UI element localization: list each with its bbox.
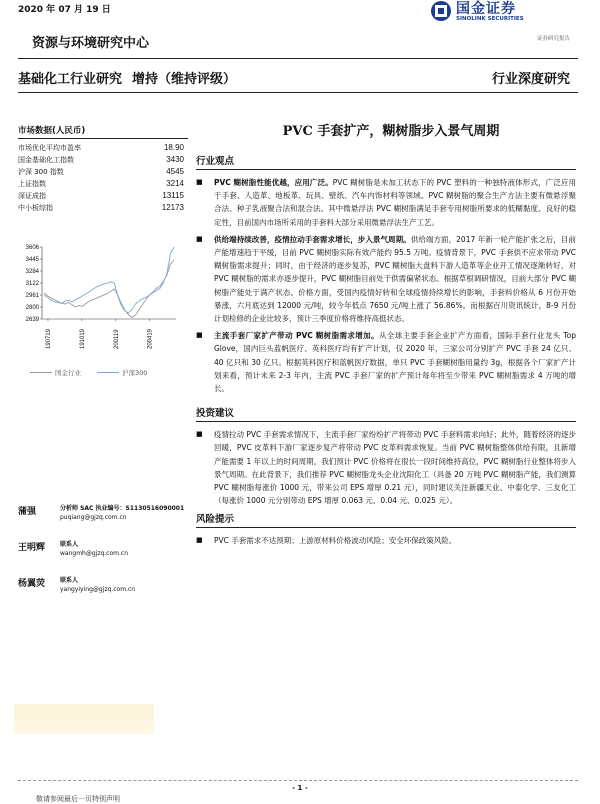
market-label: 沪深 300 指数 — [18, 168, 64, 176]
analyst-entry — [18, 504, 193, 522]
bullet-square-icon: ■ — [196, 234, 203, 243]
market-label: 上证指数 — [18, 180, 46, 188]
bullet-text: PVC 糊树脂是未加工状态下的 PVC 塑料的一种独特液体形式，广泛应用于手套、人造革、地板革、玩具、壁纸、汽车内饰材料等领域。PVC 糊树脂的聚合生产方法主要有微悬浮聚合法、种子乳液聚合法和混合法。其中微悬浮法 PVC 糊树脂满足手套专用树脂所要求的低糊黏度、良好的稳定性，目前国内市场所采用的手套料大部分采用微悬浮法生产工艺。 — [214, 178, 577, 227]
logo-mark-icon — [430, 0, 452, 22]
bullet-square-icon: ■ — [196, 430, 203, 439]
market-label: 中小板综指 — [18, 204, 53, 212]
decorative-band — [14, 720, 154, 734]
market-row — [18, 202, 188, 214]
bullet-square-icon: ■ — [196, 178, 203, 186]
market-data-title: 市场数据(人民币) — [18, 124, 188, 139]
market-value: 4545 — [166, 167, 184, 176]
analyst-role: 联系人 — [60, 541, 79, 548]
analyst-email[interactable]: wangmh@gjzq.com.cn — [60, 550, 129, 557]
bullet-lead: 主流手套厂家扩产带动 PVC 糊树脂需求增加。 — [214, 331, 379, 341]
market-row — [18, 166, 188, 178]
section-heading: 投资建议 — [196, 405, 576, 422]
chart-legend — [30, 368, 147, 377]
research-center: 资源与环境研究中心 — [32, 36, 150, 51]
report-type: 行业深度研究 — [491, 72, 570, 87]
analyst-name: 蒲强 — [18, 507, 37, 517]
section-heading: 行业观点 — [196, 153, 576, 170]
y-tick-label: 3122 — [25, 281, 39, 288]
y-tick-label: 2961 — [25, 293, 39, 300]
market-data-panel — [18, 124, 188, 214]
market-value: 13115 — [162, 191, 184, 200]
legend-label: 国金行业 — [55, 369, 81, 377]
bullet-square-icon: ■ — [196, 331, 203, 340]
legend-item — [30, 368, 81, 377]
series-line-hs300 — [44, 247, 174, 313]
bullet-point — [196, 428, 576, 507]
market-label: 深证成指 — [18, 192, 46, 200]
divider — [18, 92, 578, 93]
page-number: - 1 - — [292, 784, 308, 792]
market-label: 市场优化平均市盈率 — [18, 144, 81, 152]
logo-text-en: SINOLINK SECURITIES — [456, 16, 524, 22]
bullet-point — [196, 233, 576, 325]
y-tick-label: 3606 — [25, 245, 39, 251]
analyst-entry — [18, 576, 193, 594]
x-tick-label: 191019 — [79, 328, 86, 349]
y-tick-label: 2639 — [25, 317, 39, 323]
bullet-text: PVC 手套需求不达预期；上游原材料价格波动风险；安全环保政策风险。 — [214, 536, 457, 546]
market-value: 3214 — [166, 179, 184, 188]
analyst-entry — [18, 540, 193, 558]
legend-swatch — [97, 372, 119, 373]
index-line-chart — [18, 243, 188, 383]
company-logo — [430, 0, 570, 30]
analyst-name: 王明辉 — [18, 543, 46, 553]
bullet-point — [196, 329, 576, 395]
y-tick-label: 3445 — [25, 256, 39, 263]
analyst-name: 杨翼荧 — [18, 579, 46, 589]
bullet-point — [196, 534, 576, 547]
logo-subtitle: 证券研究报告 — [536, 36, 570, 42]
analyst-role: 联系人 — [60, 577, 79, 584]
bullet-lead: 供给端持续改善，疫情拉动手套需求增长，步入景气周期。 — [214, 234, 411, 244]
bullet-text: 从全球主要手套企业扩产方面看，国际手套行业龙头 Top Glove，国内巨头蓝帆医疗、英科医疗均有扩产计划，仅 2020 年，三家公司分别扩产 PVC 手套 24 亿只、40 亿只和 30 亿只。根据英科医疗和蓝帆医疗数据，单只 PVC 手套糊树脂用量约 3g，根据各个厂家扩产计划来看，预计未来 2-3 年内，主流 PVC 手套厂家的扩产预计每年将至少带来 PVC 糊树脂需求 4 万吨的增长。 — [214, 331, 576, 394]
x-tick-label: 190719 — [46, 328, 52, 349]
legend-label: 沪深300 — [122, 369, 148, 377]
market-row — [18, 142, 188, 154]
analyst-list — [18, 504, 193, 612]
main-content — [196, 120, 576, 552]
market-row — [18, 154, 188, 166]
report-title: PVC 手套扩产，糊树脂步入景气周期 — [282, 124, 500, 139]
legend-item — [97, 368, 147, 377]
industry-name: 基础化工行业研究 — [18, 72, 123, 87]
analyst-email[interactable]: puqiang@gjzq.com.cn — [60, 514, 127, 521]
market-label: 国金基础化工指数 — [18, 156, 74, 164]
y-tick-label: 3284 — [25, 268, 39, 275]
analyst-email[interactable]: yangyiying@gjzq.com.cn — [60, 586, 136, 593]
x-tick-label: 200419 — [147, 328, 154, 349]
market-row — [18, 190, 188, 202]
legend-swatch — [30, 372, 52, 373]
bullet-lead: PVC 糊树脂性能优越，应用广泛。 — [214, 178, 333, 187]
market-value: 18.90 — [163, 143, 184, 152]
rating: 增持（维持评级） — [132, 72, 237, 87]
analyst-cert: 分析师 SAC 执业编号：S1130516090001 — [60, 505, 185, 512]
decorative-band — [14, 704, 154, 720]
market-value: 3430 — [166, 155, 184, 164]
bullet-text: 疫情拉动 PVC 手套需求情况下，主流手套厂家纷纷扩产将带动 PVC 手套料需求向好；此外，随着经济的逐步回暖，PVC 皮革料下游厂家逐步复产将带动 PVC 皮革料需求恢复。当前 PVC 糊树脂整体供给有限，且新增产能需要 1 年以上的时间周期，我们预计 PVC 价格将在很长一段时间维持高位，PVC 糊树脂行业整体将步入景气周期。在此背景下，我们推荐 PVC 糊树脂龙头企业沈阳化工（具备 20 万吨 PVC 糊树脂产能，我们测算 PVC 糊树脂每涨价 1000 元，带来公司 EPS 增厚 0.21 元），同时建议关注新疆天业、中泰化学、三友化工（每涨价 1000 元分别带动 EPS 增厚 0.063 元、0.04 元、0.025 元）。 — [214, 430, 576, 506]
y-tick-label: 2800 — [25, 305, 39, 312]
logo-text-cn: 国金证券 — [456, 1, 516, 17]
industry-heading — [18, 68, 236, 87]
series-line-industry — [44, 260, 174, 317]
footer-divider — [18, 780, 578, 781]
divider — [18, 58, 578, 59]
market-value: 12173 — [161, 203, 184, 212]
bullet-text: 供给端方面，2017 年新一轮产能扩张之后，目前产能增速趋于平缓，目前 PVC 糊树脂实际有效产能约 95.5 万吨。疫情背景下，PVC 手套供不应求带动 PVC 糊树脂需求提升；同时，由于经济的逐步复苏，PVC 糊树脂大盘料下游人造革等企业开工情况逐渐转好，对 PVC 糊树脂的需求亦逐步提升，PVC 糊树脂目前处于供需偏紧状态。根据草根调研情况，目前大部分 PVC 糊树脂产能处于满产状态。价格方面，受国内疫情好转和全球疫情持续增长的影响，手套料价格从 6 月份开始暴涨，六月底达到 12000 元/吨，较今年低点 7650 元/吨上涨了 56.86%。而根据百川资讯统计，8-9 月份计划检修的企业比较多，预计三季度价格将维持高挺状态。 — [214, 234, 576, 324]
bullet-point — [196, 176, 576, 229]
report-date: 2020 年 07 月 19 日 — [18, 5, 111, 15]
x-tick-label: 200119 — [113, 329, 120, 349]
footer-disclaimer: 敬请参阅最后一页特别声明 — [36, 795, 120, 803]
market-row — [18, 178, 188, 190]
section-heading: 风险提示 — [196, 511, 576, 528]
bullet-square-icon: ■ — [196, 536, 203, 545]
